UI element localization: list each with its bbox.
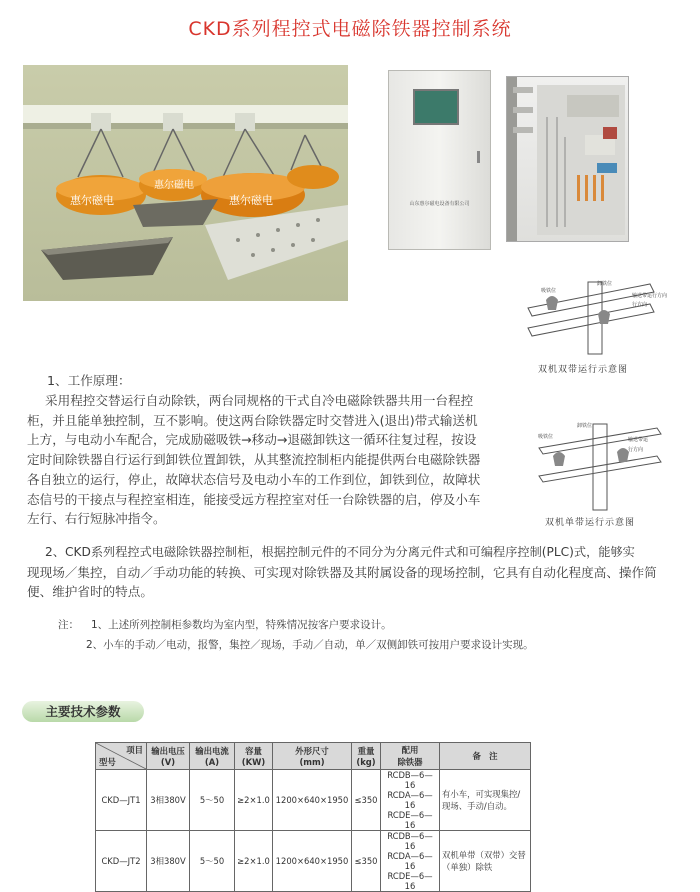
cell-weight: ≤350 <box>352 770 381 831</box>
column-header: 重量 (kg) <box>352 743 381 770</box>
column-header: 配用 除铁器 <box>381 743 440 770</box>
table-row <box>96 831 531 892</box>
control-cabinet-photo <box>388 70 491 250</box>
section-heading: 1、工作原理： <box>47 373 131 388</box>
note-item: 1、上述所列控制柜参数均为室内型，特殊情况按客户要求设计。 <box>91 619 392 631</box>
diagram-label: 行方向 <box>632 302 648 308</box>
text-line: 上方，与电动小车配合，完成励磁吸铁→移动→退磁卸铁这一循环往复过程，按设 <box>27 432 477 448</box>
cell-size: 1200×640×1950 <box>273 770 352 831</box>
diagram-label: 输送带运行方向 <box>632 293 668 299</box>
cabinet-interior-photo <box>506 76 629 242</box>
diagram-label: 行方向 <box>628 447 644 453</box>
text-line: 2、CKD系列程控式电磁除铁器控制柜，根据控制元件的不同分为分离元件式和可编程序控制(PLC)式，能够实 <box>45 545 635 559</box>
single-belt-drawing <box>533 420 673 512</box>
magnet-label: 惠尔磁电 <box>70 194 114 207</box>
cabinet-brand: 山东惠尔磁电设备有限公司 <box>409 201 470 207</box>
cabinet-interior-illustration <box>507 77 628 241</box>
column-header: 外形尺寸 (mm) <box>273 743 352 770</box>
single-belt-caption: 双机单带运行示意图 <box>545 518 636 528</box>
cell-voltage: 3相380V <box>147 770 190 831</box>
cell-remark: 双机单带（双带）交替 （单独）除铁 <box>440 831 531 892</box>
cell-capacity: ≥2×1.0 <box>235 770 273 831</box>
separator-photo <box>23 65 348 301</box>
cell-weight: ≤350 <box>352 831 381 892</box>
spec-table <box>95 742 531 892</box>
cell-separators: RCDB—6—16 RCDA—6—16 RCDE—6—16 <box>381 831 440 892</box>
note-item: 2、小车的手动／电动，报警，集控／现场，手动／自动，单／双侧卸铁可按用户要求设计实现。 <box>86 639 534 651</box>
table-corner-header <box>96 743 147 770</box>
cell-remark: 有小车，可实现集控/ 现场、手动/自动。 <box>440 770 531 831</box>
diagram-label: 输送带运 <box>628 437 649 443</box>
text-line: 现现场／集控，自动／手动功能的转换、可实现对除铁器及其附属设备的现场控制，它具有自动化程度高、操作简 <box>27 564 657 580</box>
controller-description-text <box>27 543 687 602</box>
cell-separators: RCDB—6—16 RCDA—6—16 RCDE—6—16 <box>381 770 440 831</box>
cell-size: 1200×640×1950 <box>273 831 352 892</box>
single-belt-diagram <box>533 420 673 512</box>
cabinet-display-panel <box>413 89 459 125</box>
cabinet-handle <box>477 151 480 163</box>
text-line: 各自独立的运行，停止，故障状态信号及电动小车的工作到位，卸铁到位，故障状 <box>27 471 481 487</box>
column-header: 输出电流 (A) <box>190 743 235 770</box>
diagram-label: 卸铁位 <box>597 281 613 287</box>
column-header: 备 注 <box>440 743 531 770</box>
cell-capacity: ≥2×1.0 <box>235 831 273 892</box>
double-belt-diagram <box>520 278 670 358</box>
diagram-label: 吸铁位 <box>541 288 557 294</box>
text-line: 左行、右行短脉冲指令。 <box>27 511 166 527</box>
double-belt-caption: 双机双带运行示意图 <box>538 365 629 375</box>
table-row <box>96 770 531 831</box>
text-line: 便、维护省时的特点。 <box>27 584 153 600</box>
corner-bottom-label: 型号 <box>99 757 116 767</box>
cell-voltage: 3相380V <box>147 831 190 892</box>
text-line: 定时间除铁器自行运行到卸铁位置卸铁，从其整流控制柜内能提供两台电磁除铁器 <box>27 452 481 468</box>
column-header: 容量 (KW) <box>235 743 273 770</box>
magnet-label: 惠尔磁电 <box>154 180 194 191</box>
column-header: 输出电压 (V) <box>147 743 190 770</box>
corner-top-label: 项目 <box>126 745 143 755</box>
diagram-label: 卸铁位 <box>577 423 593 429</box>
cell-current: 5～50 <box>190 831 235 892</box>
cell-model: CKD—JT1 <box>96 770 147 831</box>
diagram-label: 吸铁位 <box>538 434 554 440</box>
cell-current: 5～50 <box>190 770 235 831</box>
cell-model: CKD—JT2 <box>96 831 147 892</box>
text-line: 态信号的干接点与程控室相连，能接受远方程控室对任一台除铁器的启，停及小车 <box>27 491 481 507</box>
spec-section-badge: 主要技术参数 <box>22 701 144 722</box>
magnet-label: 惠尔磁电 <box>229 194 273 207</box>
notes-label: 注： <box>58 619 79 631</box>
text-line: 柜，并且能单独控制，互不影响。使这两台除铁器定时交替进入(退出)带式输送机 <box>27 412 478 428</box>
notes <box>58 615 534 655</box>
table-header-row <box>96 743 531 770</box>
page-title: CKD系列程控式电磁除铁器控制系统 <box>188 18 512 40</box>
text-line: 采用程控交替运行自动除铁，两台同规格的干式自冷电磁除铁器共用一台程控 <box>45 393 474 408</box>
working-principle-text <box>27 391 517 529</box>
